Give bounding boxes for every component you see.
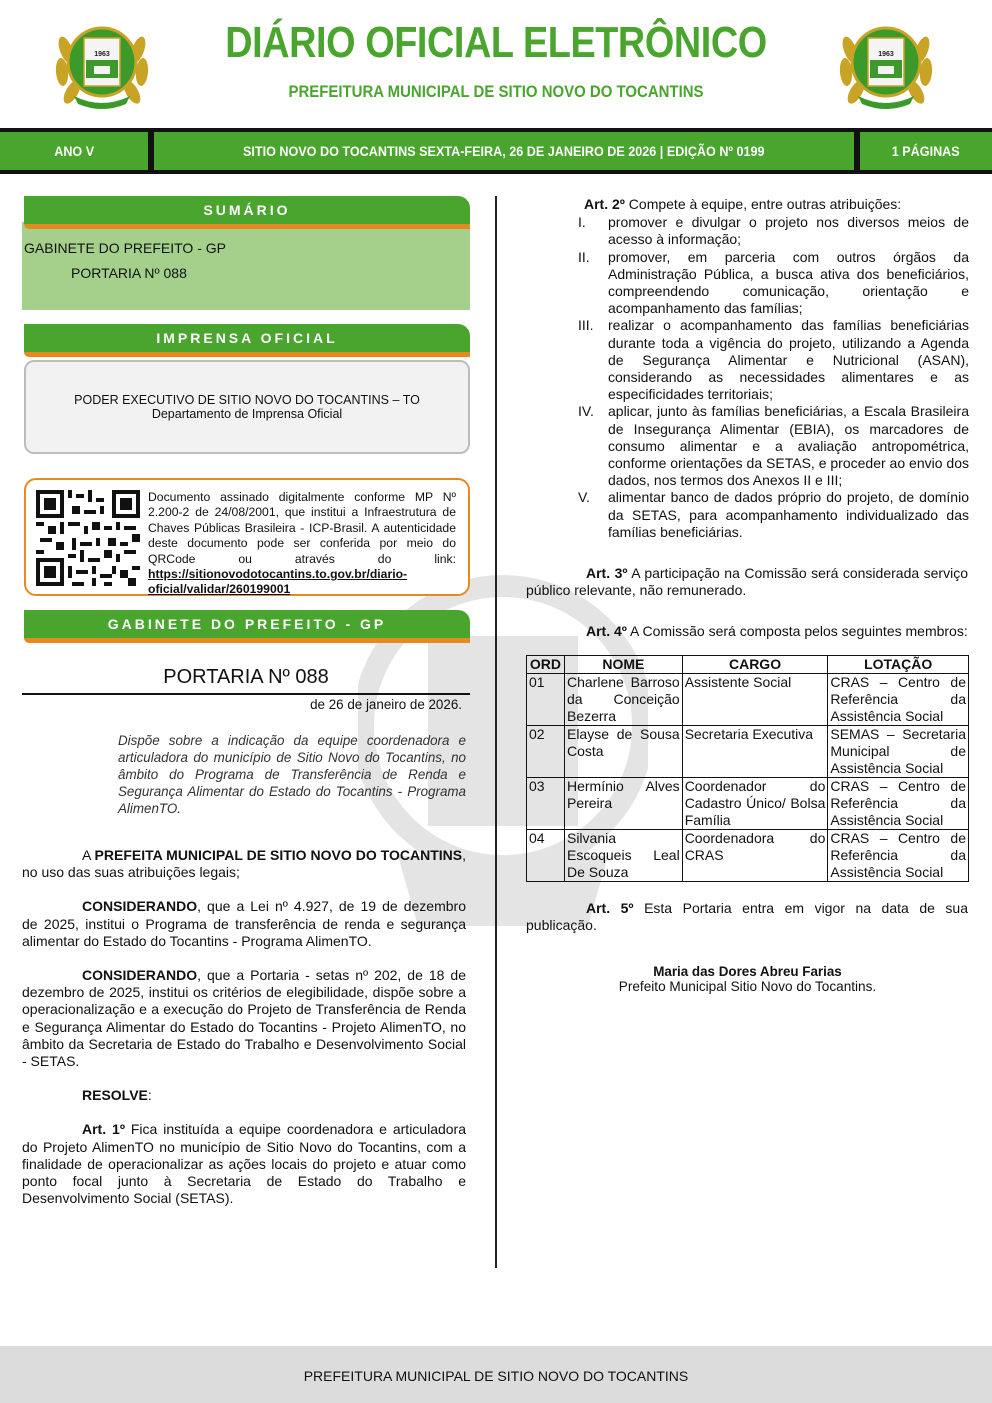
cell-nome: Elayse de Sousa Costa bbox=[564, 725, 682, 777]
validation-link[interactable]: https://sitionovodotocantins.to.gov.br/diario-oficial/validar/260199001 bbox=[148, 567, 408, 597]
resolve-label: RESOLVE bbox=[82, 1087, 148, 1104]
sumario-item-portaria[interactable]: PORTARIA Nº 088 bbox=[71, 265, 187, 281]
qr-code-icon[interactable] bbox=[36, 490, 140, 586]
article-2-item bbox=[526, 249, 969, 318]
article-2 bbox=[526, 196, 968, 213]
cell-ord: 02 bbox=[527, 725, 565, 777]
year-label: ANO V bbox=[54, 143, 94, 159]
cell-cargo: Secretaria Executiva bbox=[682, 725, 828, 777]
item-number: V. bbox=[578, 489, 590, 506]
column-header-lotacao: LOTAÇÃO bbox=[828, 655, 969, 673]
intro-paragraph bbox=[22, 847, 466, 881]
gabinete-header bbox=[24, 610, 470, 642]
article-2-item bbox=[526, 489, 969, 541]
cell-nome: Charlene Barroso da Conceição Bezerra bbox=[564, 673, 682, 725]
year-cell bbox=[0, 132, 148, 170]
portaria-date: de 26 de janeiro de 2026. bbox=[310, 697, 462, 712]
considerando-2-label: CONSIDERANDO bbox=[82, 967, 198, 984]
intro-rest: , no uso das suas atribuições legais; bbox=[22, 847, 466, 881]
footer-text: PREFEITURA MUNICIPAL DE SITIO NOVO DO TOCANTINS bbox=[303, 1367, 689, 1384]
item-number: I. bbox=[578, 214, 586, 231]
article-3-text: A participação na Comissão será considerada serviço público relevante, não remunerado. bbox=[526, 565, 968, 599]
pages-cell bbox=[860, 132, 992, 170]
article-4 bbox=[526, 623, 968, 640]
considerando-2 bbox=[22, 967, 466, 1070]
cell-cargo: Assistente Social bbox=[682, 673, 828, 725]
article-2-item bbox=[526, 317, 969, 403]
table-row bbox=[527, 725, 969, 777]
members-table bbox=[526, 655, 969, 882]
table-row bbox=[527, 777, 969, 829]
article-2-list bbox=[526, 214, 969, 541]
resolve-colon: : bbox=[147, 1087, 152, 1104]
item-text: realizar o acompanhamento das famílias beneficiárias durante toda a vigência do projeto, utilizando a Agenda de Segurança Alimentar e Nutricional (ASAN), considerando as necessidades alimentares e as especificidades territoriais; bbox=[608, 317, 969, 403]
article-2-label: Art. 2º bbox=[584, 196, 625, 212]
article-3 bbox=[526, 565, 968, 599]
article-4-label: Art. 4º bbox=[586, 623, 627, 640]
sumario-item-gabinete[interactable]: GABINETE DO PREFEITO - GP bbox=[24, 240, 226, 256]
cell-ord: 03 bbox=[527, 777, 565, 829]
item-number: II. bbox=[578, 248, 590, 265]
cell-nome: Silvania Escoqueis Leal De Souza bbox=[564, 829, 682, 881]
article-2-text: Compete à equipe, entre outras atribuições: bbox=[624, 196, 902, 212]
article-2-item bbox=[526, 214, 969, 248]
article-5-text: Esta Portaria entra em vigor na data de sua publicação. bbox=[526, 899, 968, 933]
item-text: promover e divulgar o projeto nos diversos meios de acesso à informação; bbox=[608, 214, 969, 248]
svg-text:1963: 1963 bbox=[878, 51, 894, 58]
item-number: III. bbox=[578, 317, 594, 334]
intro-authority: PREFEITA MUNICIPAL DE SITIO NOVO DO TOCANTINS bbox=[94, 847, 463, 863]
portaria-ementa: Dispõe sobre a indicação da equipe coordenadora e articuladora do município de Sitio Novo do Tocantins, no âmbito do Programa de Transferência de Renda e Segurança Alimentar do Estado do Tocantins - Programa AlimenTO. bbox=[118, 733, 466, 816]
edition-band bbox=[0, 128, 992, 174]
article-1-text: Fica instituída a equipe coordenadora e articuladora do Projeto AlimenTO no município de Sitio Novo do Tocantins, com a finalidade de operacionalizar as ações locais do projeto e atuar como ponto focal junto à Secretaria de Estado do Trabalho e Desenvolvimento Social (SETAS). bbox=[22, 1121, 467, 1207]
signature-notice bbox=[148, 490, 456, 598]
page-footer bbox=[0, 1346, 992, 1403]
cell-lotacao: CRAS – Centro de Referência da Assistência Social bbox=[828, 829, 969, 881]
cell-lotacao: CRAS – Centro de Referência da Assistência Social bbox=[828, 673, 969, 725]
imprensa-header bbox=[24, 324, 470, 356]
column-header-ord: ORD bbox=[527, 655, 565, 673]
column-header-cargo: CARGO bbox=[682, 655, 828, 673]
item-text: promover, em parceria com outros órgãos da Administração Pública, a busca ativa dos beneficiários, compreendendo comunicação, orientação e acompanhamento das famílias; bbox=[608, 248, 969, 317]
intro-a: A bbox=[82, 847, 95, 863]
cell-lotacao: SEMAS – Secretaria Municipal de Assistência Social bbox=[828, 725, 969, 777]
imprensa-line1: PODER EXECUTIVO DE SITIO NOVO DO TOCANTINS – TO bbox=[74, 393, 420, 407]
cell-ord: 01 bbox=[527, 673, 565, 725]
digital-signature-box bbox=[24, 478, 470, 596]
item-number: IV. bbox=[578, 403, 594, 420]
signer-name: Maria das Dores Abreu Farias bbox=[653, 964, 842, 980]
sumario-header bbox=[24, 196, 470, 228]
article-4-text: A Comissão será composta pelos seguintes membros: bbox=[626, 623, 968, 640]
edition-info-cell bbox=[154, 132, 854, 170]
considerando-1-label: CONSIDERANDO bbox=[82, 898, 198, 915]
cell-cargo: Coordenadora do CRAS bbox=[682, 829, 828, 881]
article-2-item bbox=[526, 403, 969, 489]
item-text: aplicar, junto às famílias beneficiárias, a Escala Brasileira de Insegurança Alimentar (EBIA), os marcadores de consumo alimentar e a avaliação antropométrica, conforme orientações da SETAS, e proceder ao envio dos dados, nos termos dos Anexos II e III; bbox=[608, 403, 969, 489]
svg-text:1963: 1963 bbox=[94, 51, 110, 58]
table-header-row bbox=[527, 655, 969, 673]
right-column bbox=[526, 196, 969, 994]
column-header-nome: NOME bbox=[564, 655, 682, 673]
imprensa-line2: Departamento de Imprensa Oficial bbox=[151, 407, 343, 421]
imprensa-title: IMPRENSA OFICIAL bbox=[24, 324, 470, 352]
considerando-2-text: , que a Portaria - setas nº 202, de 18 de dezembro de 2025, institui os critérios de elegibilidade, dispõe sobre a operacionalização e a execução do Projeto de Transferência de Renda e Segurança Alimentar do Estado do Tocantins - Projeto AlimenTO, no âmbito da Secretaria de Estado do Trabalho e Desenvolvimento Social - SETAS. bbox=[22, 967, 466, 1070]
left-column bbox=[22, 196, 470, 1207]
table-row bbox=[527, 673, 969, 725]
resolve-paragraph bbox=[22, 1087, 466, 1104]
cell-nome: Hermínio Alves Pereira bbox=[564, 777, 682, 829]
considerando-1-text: , que a Lei nº 4.927, de 19 de dezembro de 2025, institui o Programa de transferência de renda e segurança alimentar do Estado do Tocantins - Programa AlimenTO. bbox=[22, 898, 466, 949]
publication-title: DIÁRIO OFICIAL ELETRÔNICO bbox=[225, 18, 767, 67]
article-5-label: Art. 5º bbox=[586, 899, 634, 916]
item-text: alimentar banco de dados próprio do projeto, de domínio da SETAS, para acompanhamento individualizado das famílias beneficiárias. bbox=[608, 489, 969, 540]
edition-info: SITIO NOVO DO TOCANTINS SEXTA-FEIRA, 26 DE JANEIRO DE 2026 | EDIÇÃO Nº 0199 bbox=[243, 143, 765, 159]
column-divider bbox=[495, 196, 497, 1268]
article-5 bbox=[526, 900, 968, 934]
cell-lotacao: CRAS – Centro de Referência da Assistência Social bbox=[828, 777, 969, 829]
article-1 bbox=[22, 1121, 466, 1207]
cell-ord: 04 bbox=[527, 829, 565, 881]
imprensa-box bbox=[24, 360, 470, 454]
signature-notice-text: Documento assinado digitalmente conforme MP Nº 2.200-2 de 24/08/2001, que institui a Infraestrutura de Chaves Públicas Brasileira - ICP-Brasil. A autenticidade deste documento pode ser conferida por meio do QRCode ou através do link: bbox=[148, 490, 456, 566]
cell-cargo: Coordenador do Cadastro Único/ Bolsa Família bbox=[682, 777, 828, 829]
article-3-label: Art. 3º bbox=[586, 565, 628, 582]
pages-label: 1 PÁGINAS bbox=[892, 143, 960, 159]
sumario-title: SUMÁRIO bbox=[24, 196, 470, 224]
publication-subtitle: PREFEITURA MUNICIPAL DE SITIO NOVO DO TOCANTINS bbox=[288, 82, 704, 101]
considerando-1 bbox=[22, 898, 466, 950]
table-row bbox=[527, 829, 969, 881]
signer-role: Prefeito Municipal Sitio Novo do Tocantins. bbox=[618, 979, 877, 995]
article-1-label: Art. 1º bbox=[82, 1121, 125, 1138]
portaria-title: PORTARIA Nº 088 bbox=[22, 666, 470, 695]
gabinete-title: GABINETE DO PREFEITO - GP bbox=[24, 610, 470, 638]
sumario-box bbox=[22, 222, 470, 310]
